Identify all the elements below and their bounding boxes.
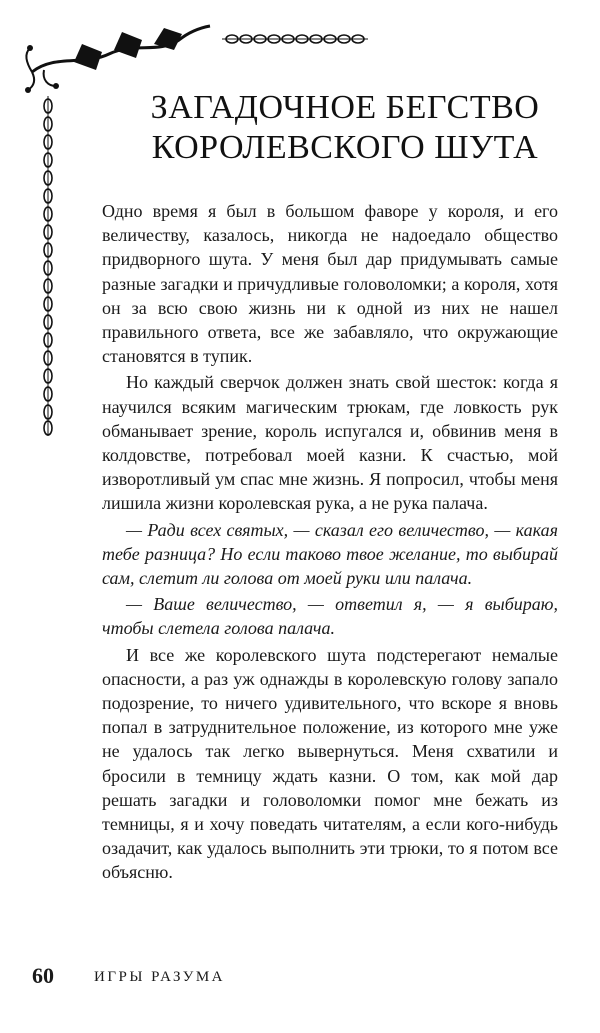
chapter-title [120, 88, 570, 168]
page-number: 60 [32, 963, 54, 988]
paragraph-2: Но каждый сверчок должен знать свой шесток: когда я научился всяким магическим трюкам, где ловкость рук обманывает зрение, король испугался и, обвинив меня в колдовстве, потребовал моей казни. К счастью, мой изворотливый ум спас мне жизнь. Я попросил, чтобы меня лишила жизни королевская рука, а не рука палача. [102, 372, 558, 514]
chapter-title-line-1: ЗАГАДОЧНОЕ БЕГСТВО [150, 89, 540, 126]
decorative-rule-icon [222, 30, 368, 48]
running-book-title: ИГРЫ РАЗУМА [94, 969, 225, 985]
paragraph-3: И все же королевского шута подстерегают немалые опасности, а раз уж однажды в королевскую голову запало подозрение, то ничего удивительного, что вскоре я вновь попал в затруднительное положение, из которого мне уже не удалось так легко вывернуться. Меня схватили и бросили в темницу ждать казни. О том, как мой дар решать загадки и головоломки помог мне бежать из темницы, я и хочу поведать читателям, а если кого-нибудь озадачит, как удалось выполнить эти трюки, то я потом все объясню. [102, 644, 558, 883]
ribbon-ornament-icon [14, 14, 214, 94]
paragraph-1: Одно время я был в большом фаворе у короля, и его величеству, казалось, никогда не надоедало общество придворного шута. У меня был дар придумывать самые разные загадки и причудливые головоломки; а короля, хотя он за всю свою жизнь ни к одной из них не нашел правильного ответа, все же забавляло, что окружающие становятся в тупик. [102, 201, 558, 367]
page-footer [32, 962, 572, 990]
vertical-ornament-icon [38, 96, 58, 436]
dialog-line-2: — Ваше величество, — ответил я, — я выбираю, чтобы слетела голова палача. [102, 594, 558, 639]
dialog-line-1: — Ради всех святых, — сказал его величество, — какая тебе разница? Но если таково твое желание, то выбирай сам, слетит ли голова от моей руки или палача. [102, 519, 558, 589]
chapter-title-line-2: КОРОЛЕВСКОГО ШУТА [151, 129, 539, 166]
chapter-body [102, 199, 558, 887]
